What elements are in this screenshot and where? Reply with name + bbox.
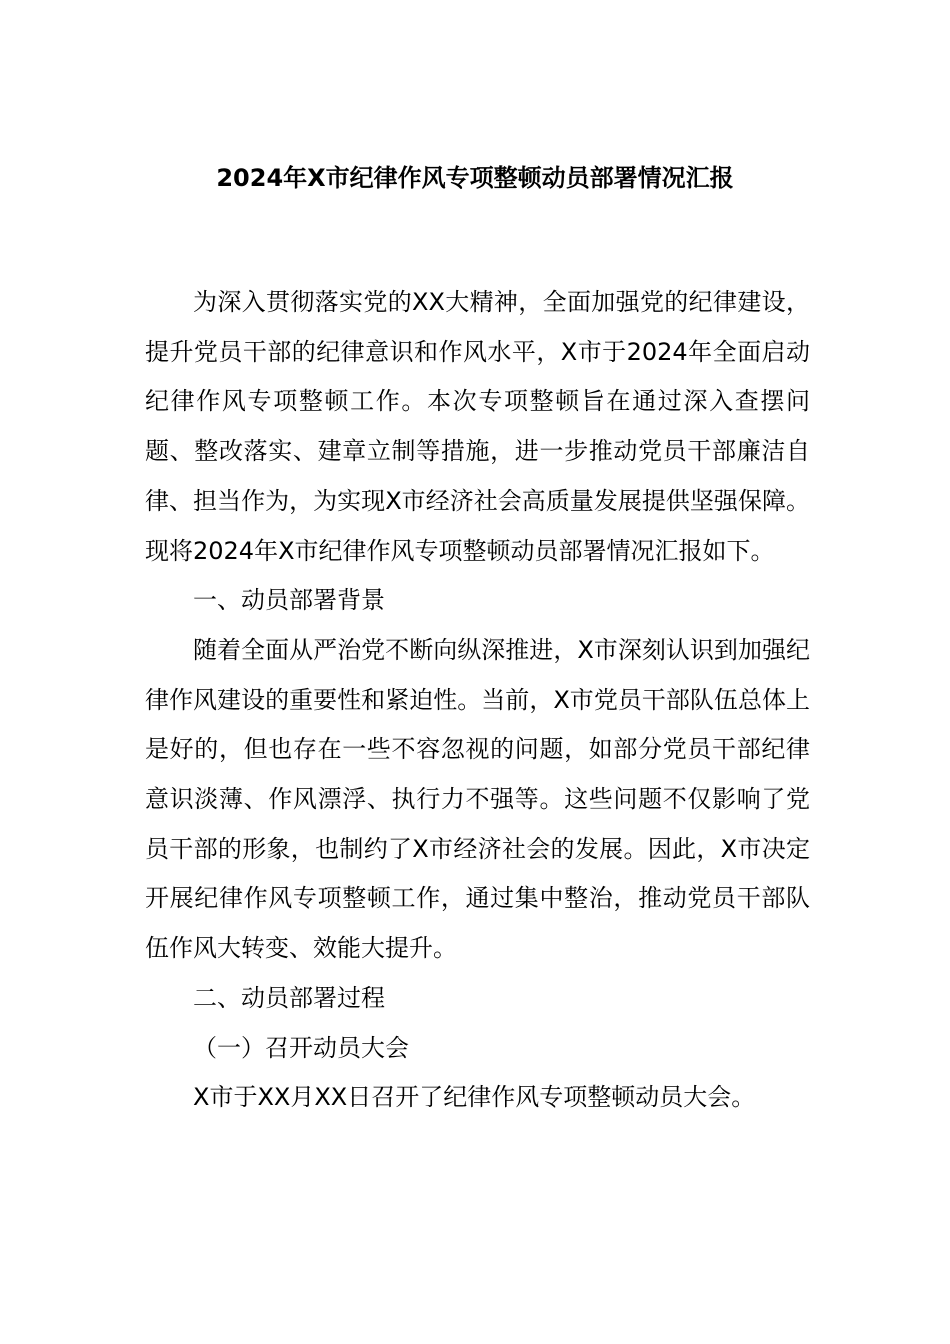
meeting-paragraph: X市于XX月XX日召开了纪律作风专项整顿动员大会。 xyxy=(193,1083,756,1112)
intro-paragraph: 为深入贯彻落实党的XX大精神，全面加强党的纪律建设，提升党员干部的纪律意识和作风水平，X市于2024年全面启动纪律作风专项整顿工作。本次专项整顿旨在通过深入查摆问题、整改落实、建章立制等措施，进一步推动党员干部廉洁自律、担当作为，为实现X市经济社会高质量发展提供坚强保障。现将2024年X市纪律作风专项整顿动员部署情况汇报如下。 xyxy=(145,288,810,565)
document-title: 2024年X市纪律作风专项整顿动员部署情况汇报 xyxy=(216,164,734,192)
document-body xyxy=(145,278,810,1123)
section-heading-process: 二、动员部署过程 xyxy=(193,983,385,1012)
background-paragraph: 随着全面从严治党不断向纵深推进，X市深刻认识到加强纪律作风建设的重要性和紧迫性。当前，X市党员干部队伍总体上是好的，但也存在一些不容忽视的问题，如部分党员干部纪律意识淡薄、作风漂浮、执行力不强等。这些问题不仅影响了党员干部的形象，也制约了X市经济社会的发展。因此，X市决定开展纪律作风专项整顿工作，通过集中整治，推动党员干部队伍作风大转变、效能大提升。 xyxy=(145,635,810,963)
section-heading-background: 一、动员部署背景 xyxy=(193,586,385,615)
subsection-heading-meeting: （一）召开动员大会 xyxy=(193,1033,409,1062)
